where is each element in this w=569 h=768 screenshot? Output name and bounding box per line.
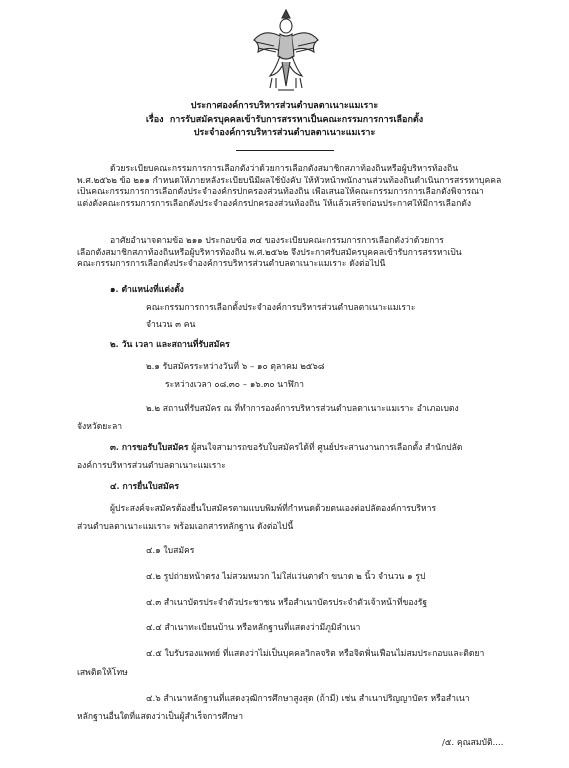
section-4-item-5-cont: เสพติดให้โทษ [77,668,128,678]
section-3-text-cont: องค์การบริหารส่วนตำบลตาเนาะแมเราะ [77,461,226,471]
section-4-intro: ผู้ประสงค์จะสมัครต้องยื่นใบสมัครตามแบบพิมพ์ที่กำหนดด้วยตนเองต่อปลัดองค์การบริหาร [110,504,437,514]
section-3-heading: ๓. การขอรับใบสมัคร [110,443,189,453]
section-4-item-6-cont: หลักฐานอื่นใดที่แสดงว่าเป็นผู้สำเร็จการศึกษา [77,712,244,722]
title-line-2 [0,114,569,128]
section-3-text: ผู้สนใจสามารถขอรับใบสมัครได้ที่ ศูนย์ประสานงานการเลือกตั้ง สำนักปลัด [191,443,463,453]
section-2-item-2: ๒.๒ สถานที่รับสมัคร ณ ที่ทำการองค์การบริหารส่วนตำบลตาเนาะแมเราะ อำเภอเบตง [146,404,459,414]
section-4-item: ๔.๑ ใบสมัคร [146,546,195,556]
intro-line: พ.ศ.๒๕๖๒ ข้อ ๒๑๑ กำหนดให้ภายหลังระเบียบนี้มีผลใช้บังคับ ให้หัวหน้าพนักงานส่วนท้องถิ่นดำเนินการสรรหาบุคคล [77,175,502,186]
section-2-item-1-time: ระหว่างเวลา ๐๘.๓๐ – ๑๖.๓๐ นาฬิกา [165,380,304,390]
title-line-3: ประจำองค์การบริหารส่วนตำบลตาเนาะแมเราะ [193,128,376,138]
section-4-intro-cont: ส่วนตำบลตาเนาะแมเราะ พร้อมเอกสารหลักฐาน ดังต่อไปนี้ [77,522,294,532]
section-4-heading: ๔. การยื่นใบสมัคร [110,482,179,492]
section-4-item: ๔.๔ สำเนาทะเบียนบ้าน หรือหลักฐานที่แสดงว่ามีภูมิลำเนา [146,623,361,633]
section-1-line: คณะกรรมการการเลือกตั้งประจำองค์การบริหารส่วนตำบลตาเนาะแมเราะ [146,303,416,313]
subject-label: เรื่อง [145,114,164,125]
section-4-item: ๔.๓ สำเนาบัตรประจำตัวประชาชน หรือสำเนาบัตรประจำตัวเจ้าหน้าที่ของรัฐ [146,598,428,608]
intro-line: เป็นคณะกรรมการการเลือกตั้งประจำองค์กรปกครองส่วนท้องถิ่น เพื่อเสนอให้คณะกรรมการการเลือกตั้งพิจารณา [77,187,484,198]
section-2-item-1: ๒.๑ รับสมัครระหว่างวันที่ ๖ – ๑๐ ตุลาคม ๒๕๖๘ [146,362,325,372]
continue-marker: /๕. คุณสมบัติ.... [442,738,504,748]
intro-paragraph [77,164,513,210]
authority-paragraph [77,236,513,271]
authority-line: คณะกรรมการการเลือกตั้งประจำองค์การบริหารส่วนตำบลตาเนาะแมเราะ ดังต่อไปนี้ [77,259,386,270]
section-4-item: ๔.๒ รูปถ่ายหน้าตรง ไม่สวมหมวก ไม่ใส่แว่นตาดำ ขนาด ๒ นิ้ว จำนวน ๑ รูป [146,572,426,582]
authority-line: เลือกตั้งสมาชิกสภาท้องถิ่นหรือผู้บริหารท้องถิ่น พ.ศ.๒๕๖๒ จึงประกาศรับสมัครบุคคลเข้ารับการสรรหาเป็น [77,247,462,258]
section-2-heading: ๒. วัน เวลา และสถานที่รับสมัคร [110,340,230,350]
authority-line: อาศัยอำนาจตามข้อ ๒๑๑ ประกอบข้อ ๓๔ ของระเบียบคณะกรรมการการเลือกตั้งว่าด้วยการ [110,236,444,246]
intro-line: ด้วยระเบียบคณะกรรมการการเลือกตั้งว่าด้วยการเลือกตั้งสมาชิกสภาท้องถิ่นหรือผู้บริหารท้องถิ่น [110,164,459,174]
subject-text: การรับสมัครบุคคลเข้ารับการสรรหาเป็นคณะกรรมการการเลือกตั้ง [169,114,424,125]
intro-line: แต่งตั้งคณะกรรมการการเลือกตั้งประจำองค์กรปกครองส่วนท้องถิ่น ให้แล้วเสร็จก่อนประกาศให้มีการเลือกตั้ง [77,198,472,209]
title-underline [236,150,334,151]
garuda-emblem-icon [250,6,322,94]
section-1-line: จำนวน ๓ คน [146,320,196,330]
title-line-1: ประกาศองค์การบริหารส่วนตำบลตาเนาะแมเราะ [190,101,379,111]
section-3-line [110,443,462,455]
section-2-item-2-cont: จังหวัดยะลา [77,422,123,432]
section-4-item: ๔.๕ ใบรับรองแพทย์ ที่แสดงว่าไม่เป็นบุคคลวิกลจริต หรือจิตฟั่นเฟือนไม่สมประกอบและติดยา [146,649,485,659]
announcement-title [0,100,569,141]
section-4-item-6: ๔.๖ สำเนาหลักฐานที่แสดงวุฒิการศึกษาสูงสุด (ถ้ามี) เช่น สำเนาปริญญาบัตร หรือสำเนา [146,694,470,704]
section-1-heading: ๑. ตำแหน่งที่แต่งตั้ง [110,285,184,295]
